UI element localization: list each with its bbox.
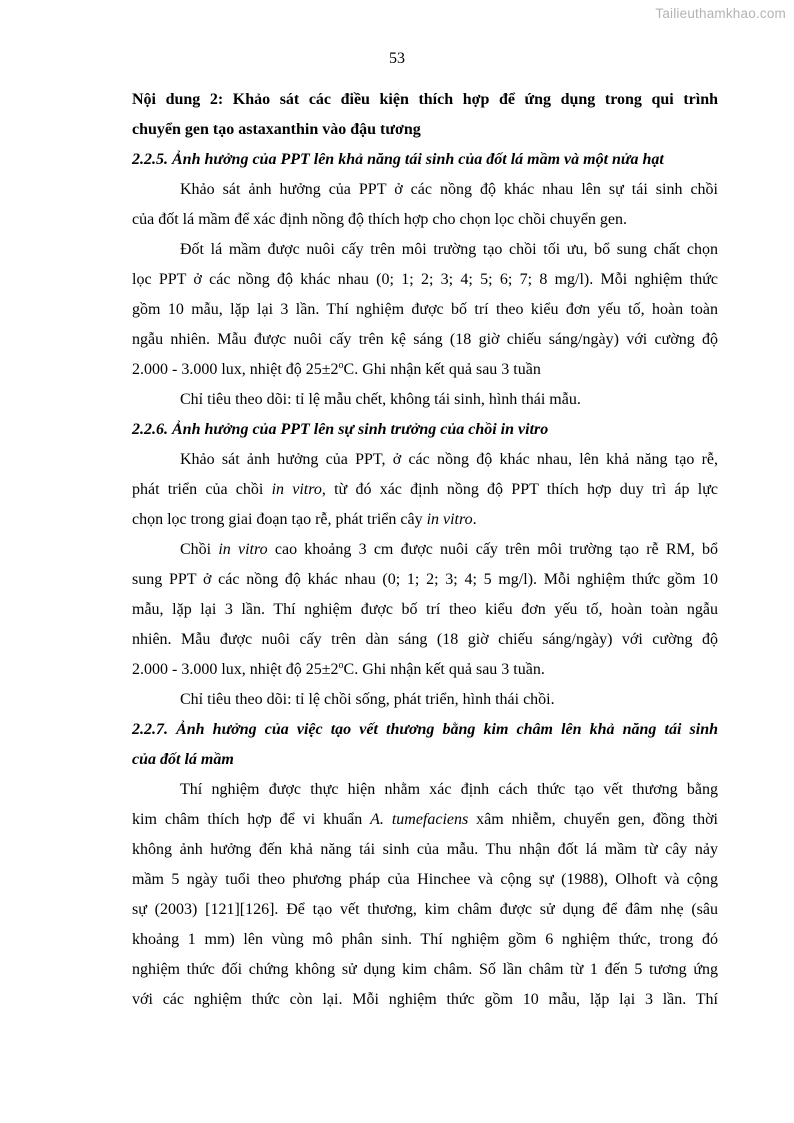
text-line: ngẫu nhiên. Mẫu được nuôi cấy trên kệ sáng (18 giờ chiếu sáng/ngày) với cường độ (132, 331, 718, 348)
text-line: nhiên. Mẫu được nuôi cấy trên dàn sáng (18 giờ chiếu sáng/ngày) với cường độ (132, 631, 718, 648)
italic-term: in vitro (271, 481, 322, 498)
italic-term: in vitro (426, 511, 473, 528)
text-line (132, 355, 718, 385)
text-line: Khảo sát ảnh hưởng của PPT, ở các nồng độ khác nhau, lên khả năng tạo rễ, (180, 451, 718, 468)
subsection-heading-text: 2.2.5. Ảnh hưởng của PPT lên khả năng tái sinh của đốt lá mầm và một nửa hạt (132, 151, 664, 168)
section-heading-line: Nội dung 2: Khảo sát các điều kiện thích hợp để ứng dụng trong qui trình (132, 91, 718, 108)
italic-term: in vitro (218, 541, 268, 558)
text-line (132, 535, 718, 565)
text-run: Chồi (180, 541, 219, 558)
text-line (132, 655, 718, 685)
text-line: lọc PPT ở các nồng độ khác nhau (0; 1; 2; 3; 4; 5; 6; 7; 8 mg/l). Mỗi nghiệm thức (132, 271, 718, 288)
text-run: C. Ghi nhận kết quả sau 3 tuần. (343, 661, 545, 678)
paragraph (132, 775, 718, 1015)
page-number: 53 (389, 50, 405, 67)
text-line: sung PPT ở các nồng độ khác nhau (0; 1; 2; 3; 4; 5 mg/l). Mỗi nghiệm thức gồm 10 (132, 571, 718, 588)
degree-superscript: o (338, 660, 344, 671)
text-run: phát triển của chồi (132, 481, 272, 498)
text-line (132, 805, 718, 835)
section-heading-line: chuyển gen tạo astaxanthin vào đậu tương (132, 121, 421, 138)
text-line: khoảng 1 mm) lên vùng mô phân sinh. Thí nghiệm gồm 6 nghiệm thức, trong đó (132, 931, 718, 948)
text-run: C. Ghi nhận kết quả sau 3 tuần (343, 361, 541, 378)
paragraph (132, 175, 718, 235)
degree-superscript: o (338, 360, 344, 371)
subsection-heading-text: của đốt lá mầm (132, 751, 234, 768)
subsection-heading-text: 2.2.7. Ảnh hưởng của việc tạo vết thương bằng kim châm lên khả năng tái sinh (132, 721, 718, 738)
document-body (132, 85, 718, 1015)
text-line: sự (2003) [121][126]. Để tạo vết thương, kim châm được sử dụng để đâm nhẹ (sâu (132, 901, 718, 918)
text-line (132, 505, 718, 535)
text-run: kim châm thích hợp để vi khuẩn (132, 811, 371, 828)
text-run: cao khoảng 3 cm được nuôi cấy trên môi trường tạo rễ RM, bổ (267, 541, 718, 558)
text-line: không ảnh hưởng đến khả năng tái sinh của mẫu. Thu nhận đốt lá mầm từ cây nảy (132, 841, 718, 858)
text-run: . (472, 511, 477, 528)
text-line (132, 475, 718, 505)
paragraph (132, 385, 718, 415)
paragraph (132, 445, 718, 535)
paragraph (132, 235, 718, 385)
text-run: 2.2.6. Ảnh hưởng của PPT lên sự sinh trưởng của chồi (132, 421, 501, 438)
text-run: 2.000 - 3.000 lux, nhiệt độ 25±2 (132, 361, 339, 378)
watermark: Tailieuthamkhao.com (655, 6, 786, 21)
subsection-heading-2-2-7 (132, 715, 718, 775)
text-line: Khảo sát ảnh hưởng của PPT ở các nồng độ khác nhau lên sự tái sinh chồi (180, 181, 718, 198)
text-line: mầm 5 ngày tuổi theo phương pháp của Hinchee và cộng sự (1988), Olhoft và cộng (132, 871, 718, 888)
italic-term: A. tumefaciens (370, 811, 469, 828)
subsection-heading-2-2-5 (132, 145, 718, 175)
subsection-heading-2-2-6 (132, 415, 718, 445)
section-heading (132, 85, 718, 145)
text-run: , từ đó xác định nồng độ PPT thích hợp duy trì áp lực (321, 481, 718, 498)
text-line: với các nghiệm thức còn lại. Mỗi nghiệm thức gồm 10 mẫu, lặp lại 3 lần. Thí (132, 991, 718, 1008)
paragraph (132, 535, 718, 685)
subsection-heading-text (132, 415, 718, 445)
text-run: 2.000 - 3.000 lux, nhiệt độ 25±2 (132, 661, 339, 678)
text-line: Chỉ tiêu theo dõi: tỉ lệ chồi sống, phát triển, hình thái chồi. (180, 691, 555, 708)
paragraph (132, 685, 718, 715)
text-line: gồm 10 mẫu, lặp lại 3 lần. Thí nghiệm được bố trí theo kiểu đơn yếu tố, hoàn toàn (132, 301, 718, 318)
text-line: mẫu, lặp lại 3 lần. Thí nghiệm được bố trí theo kiểu đơn yếu tố, hoàn toàn ngẫu (132, 601, 718, 618)
text-line: Chỉ tiêu theo dõi: tỉ lệ mẫu chết, không tái sinh, hình thái mẫu. (180, 391, 581, 408)
text-line: nghiệm thức đối chứng không sử dụng kim châm. Số lần châm từ 1 đến 5 tương ứng (132, 961, 718, 978)
text-line: Thí nghiệm được thực hiện nhằm xác định cách thức tạo vết thương bằng (180, 781, 718, 798)
text-run: in vitro (500, 421, 549, 438)
text-line: của đốt lá mầm để xác định nồng độ thích hợp cho chọn lọc chồi chuyển gen. (132, 211, 627, 228)
text-run: xâm nhiễm, chuyển gen, đồng thời (468, 811, 718, 828)
text-run: chọn lọc trong giai đoạn tạo rễ, phát triển cây (132, 511, 427, 528)
text-line: Đốt lá mầm được nuôi cấy trên môi trường tạo chồi tối ưu, bổ sung chất chọn (180, 241, 718, 258)
